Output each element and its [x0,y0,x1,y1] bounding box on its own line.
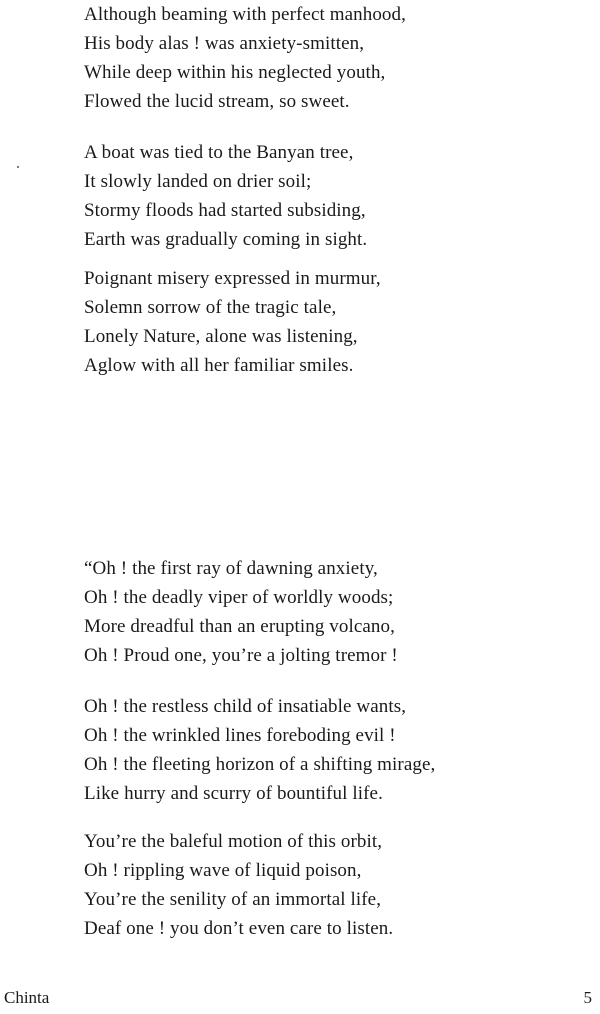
poem-line: “Oh ! the first ray of dawning anxiety, [84,558,378,579]
poem-line: More dreadful than an erupting volcano, [84,616,395,637]
running-footer-title: Chinta [4,988,50,1007]
stanza-6 [84,827,393,943]
poem-line: His body alas ! was anxiety-smitten, [84,33,365,54]
ink-speck [17,166,19,168]
poem-line: Oh ! rippling wave of liquid poison, [84,860,362,881]
poem-line: While deep within his neglected youth, [84,62,386,83]
stanza-3 [84,264,381,380]
poem-line: You’re the senility of an immortal life, [84,889,382,910]
poem-line: Solemn sorrow of the tragic tale, [84,297,337,318]
poem-line: Although beaming with perfect manhood, [84,4,406,25]
poem-line: Poignant misery expressed in murmur, [84,268,381,289]
poem-line: Earth was gradually coming in sight. [84,229,368,250]
poem-line: Aglow with all her familiar smiles. [84,355,354,376]
stanza-1 [84,0,406,116]
stanza-2 [84,138,367,254]
poem-line: A boat was tied to the Banyan tree, [84,142,354,163]
poem-line: Flowed the lucid stream, so sweet. [84,91,350,112]
poem-line: Stormy floods had started subsiding, [84,200,366,221]
poem-line: You’re the baleful motion of this orbit, [84,831,383,852]
poem-line: Lonely Nature, alone was listening, [84,326,358,347]
poem-line: Oh ! the wrinkled lines foreboding evil ! [84,725,396,746]
stanza-5 [84,692,435,808]
poem-line: Oh ! the restless child of insatiable wants, [84,696,407,717]
poem-line: Oh ! the fleeting horizon of a shifting mirage, [84,754,436,775]
poem-line: Like hurry and scurry of bountiful life. [84,783,383,804]
poem-line: Deaf one ! you don’t even care to listen. [84,918,394,939]
stanza-4 [84,554,398,670]
poem-line: It slowly landed on drier soil; [84,171,312,192]
poem-line: Oh ! Proud one, you’re a jolting tremor ! [84,645,398,666]
poem-line: Oh ! the deadly viper of worldly woods; [84,587,394,608]
page-number: 5 [583,988,592,1007]
